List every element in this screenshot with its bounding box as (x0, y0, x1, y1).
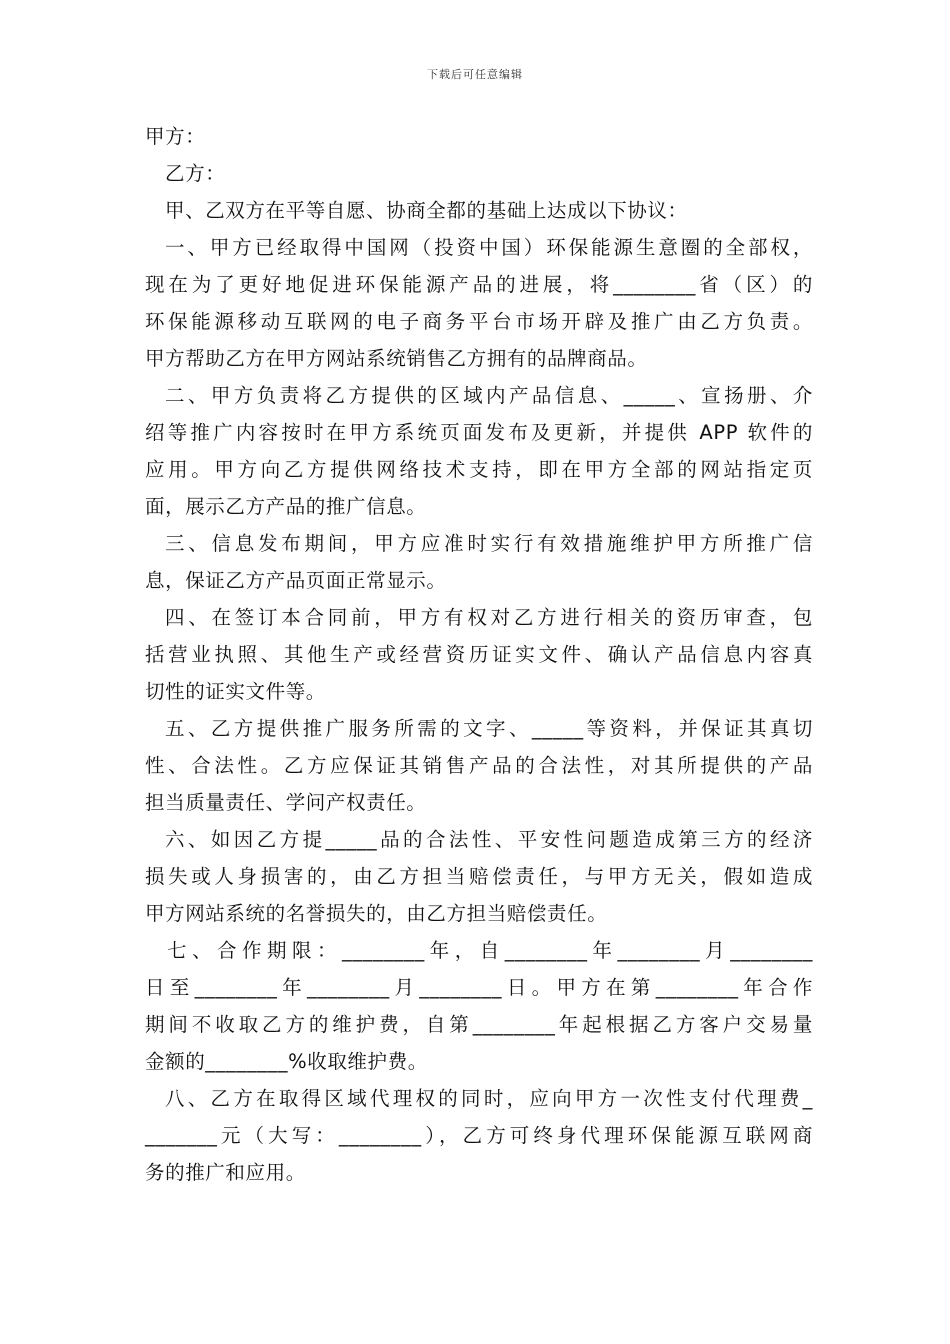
paragraph-line: 面，展示乙方产品的推广信息。 (145, 495, 427, 518)
paragraph-line: 六、如因乙方提_____品的合法性、平安性问题造成第三方的经济 (165, 828, 813, 851)
paragraph-line: _______元（大写：________），乙方可终身代理环保能源互联网商 (145, 1124, 813, 1147)
paragraph-line: 八、乙方在取得区域代理权的同时，应向甲方一次性支付代理费_ (165, 1087, 813, 1110)
paragraph-line: 应用。甲方向乙方提供网络技术支持，即在甲方全部的网站指定页 (145, 458, 813, 481)
paragraph-line: 切性的证实文件等。 (145, 680, 326, 703)
paragraph-line: 四、在签订本合同前，甲方有权对乙方进行相关的资历审查，包 (165, 606, 813, 629)
paragraph-line: 甲方： (145, 125, 206, 148)
paragraph-line: 息，保证乙方产品页面正常显示。 (145, 569, 447, 592)
paragraph (145, 710, 813, 821)
paragraph-line: 甲、乙双方在平等自愿、协商全都的基础上达成以下协议： (165, 199, 688, 222)
paragraph (145, 155, 813, 192)
paragraph-line: 现在为了更好地促进环保能源产品的进展，将________省（区）的 (145, 273, 813, 296)
paragraph-line: 三、信息发布期间，甲方应准时实行有效措施维护甲方所推广信 (165, 532, 813, 555)
paragraph-line: 甲方帮助乙方在甲方网站系统销售乙方拥有的品牌商品。 (145, 347, 648, 370)
paragraph-line: 二、甲方负责将乙方提供的区域内产品信息、_____、宣扬册、介 (165, 384, 813, 407)
paragraph-line: 期间不收取乙方的维护费，自第________年起根据乙方客户交易量 (145, 1013, 813, 1036)
paragraph (145, 192, 813, 229)
document-body (145, 118, 813, 1191)
paragraph (145, 118, 813, 155)
paragraph-line: 括营业执照、其他生产或经营资历证实文件、确认产品信息内容真 (145, 643, 813, 666)
paragraph (145, 377, 813, 525)
paragraph-line: 日至________年________月________日。甲方在第________年合作 (145, 976, 813, 999)
paragraph-line: 担当质量责任、学问产权责任。 (145, 791, 427, 814)
paragraph (145, 599, 813, 710)
paragraph (145, 229, 813, 377)
paragraph-line: 损失或人身损害的，由乙方担当赔偿责任，与甲方无关，假如造成 (145, 865, 813, 888)
paragraph (145, 1080, 813, 1191)
paragraph-line: 五、乙方提供推广服务所需的文字、_____等资料，并保证其真切 (165, 717, 813, 740)
paragraph-line: 性、合法性。乙方应保证其销售产品的合法性，对其所提供的产品 (145, 754, 813, 777)
paragraph-line: 甲方网站系统的名誉损失的，由乙方担当赔偿责任。 (145, 902, 608, 925)
page-header: 下载后可任意编辑 (427, 68, 523, 81)
paragraph-line: 七、合作期限：________年，自________年________月________ (167, 939, 813, 962)
paragraph-line: 务的推广和应用。 (145, 1161, 306, 1184)
paragraph-line: 环保能源移动互联网的电子商务平台市场开辟及推广由乙方负责。 (145, 310, 813, 333)
paragraph-line: 绍等推广内容按时在甲方系统页面发布及更新，并提供 APP 软件的 (145, 421, 813, 444)
paragraph (145, 821, 813, 932)
paragraph (145, 525, 813, 599)
paragraph-line: 金额的________%收取维护费。 (145, 1050, 428, 1073)
paragraph (145, 932, 813, 1080)
paragraph-line: 一、甲方已经取得中国网（投资中国）环保能源生意圈的全部权， (165, 236, 813, 259)
paragraph-line: 乙方： (165, 162, 226, 185)
